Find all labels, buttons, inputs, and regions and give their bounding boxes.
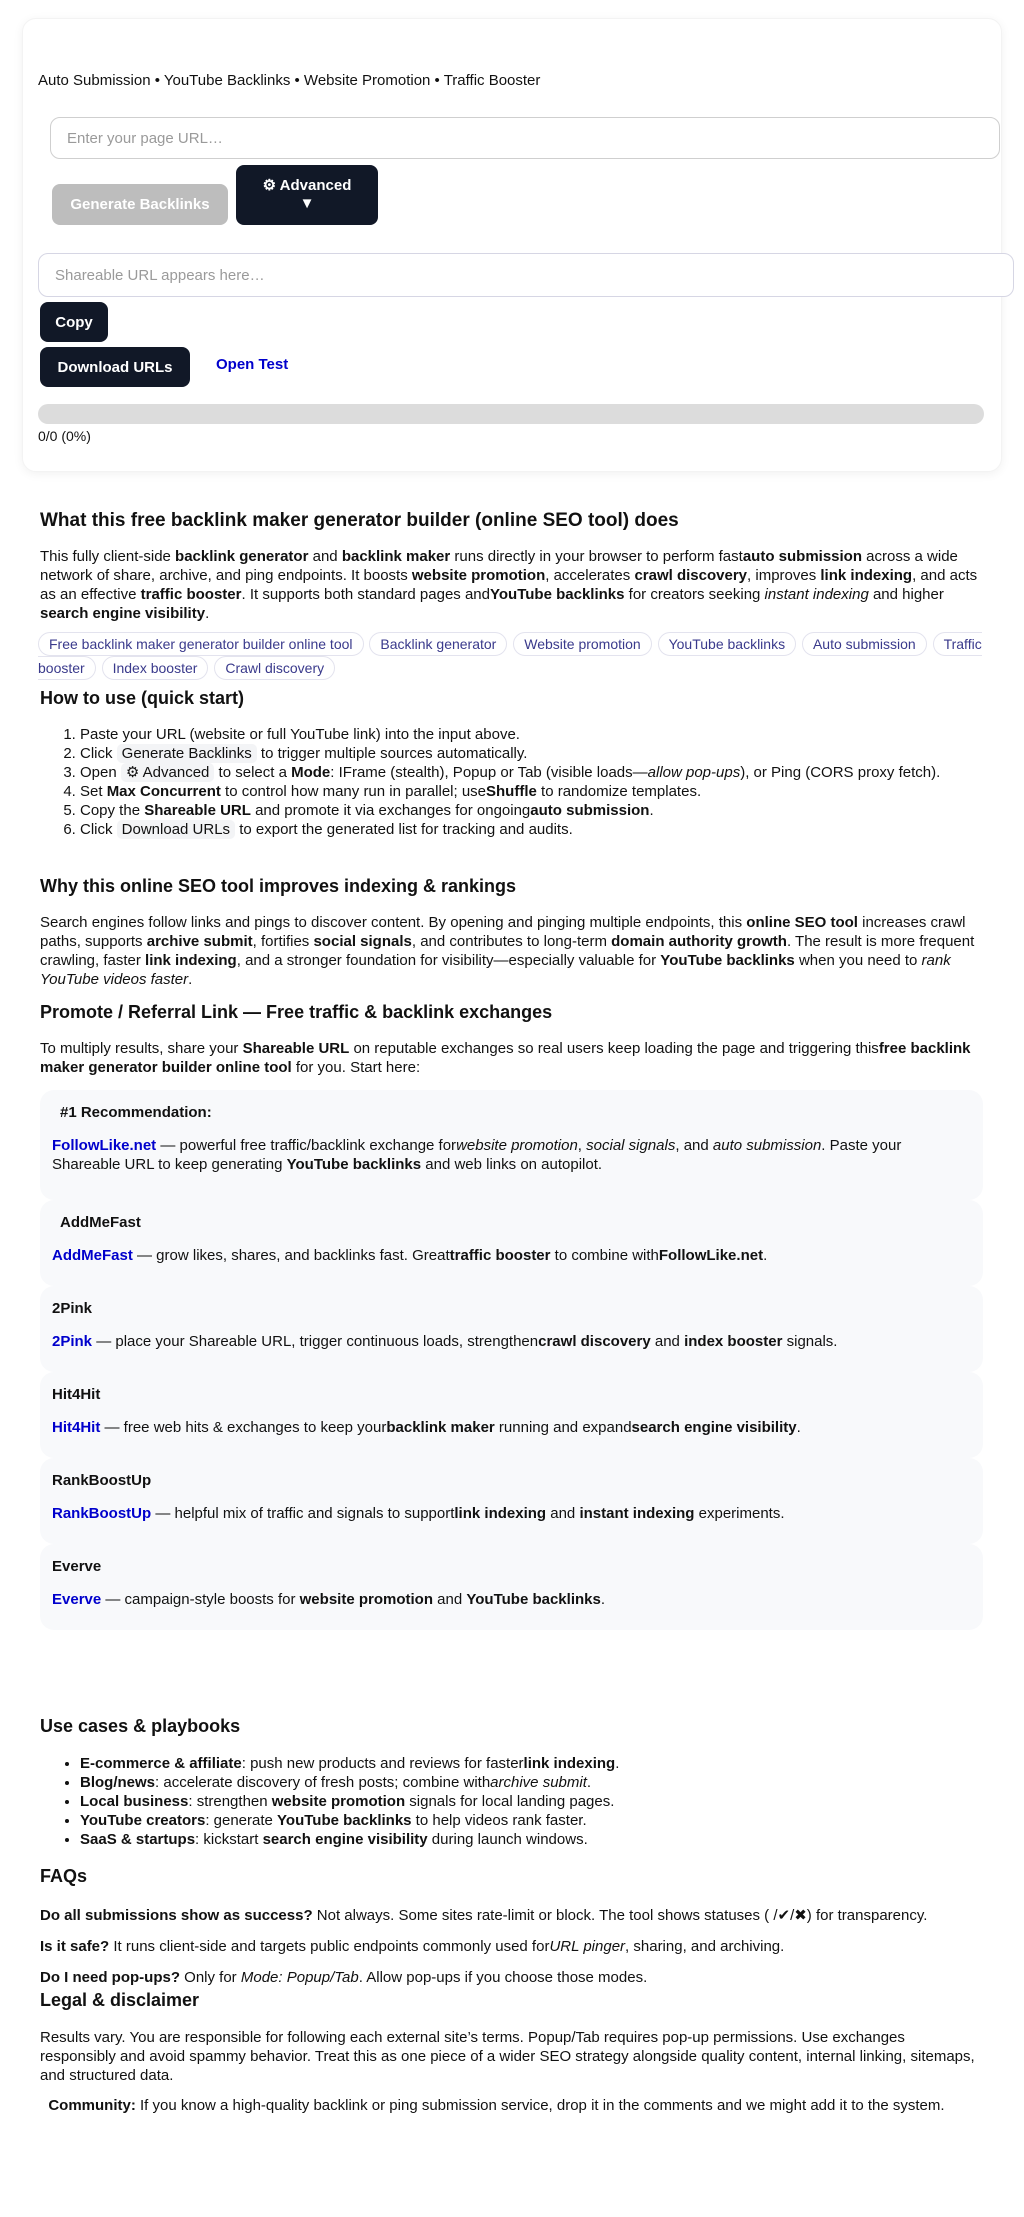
open-test-link[interactable]: Open Test bbox=[216, 356, 289, 373]
copy-button[interactable]: Copy bbox=[40, 302, 108, 342]
shareable-url-field[interactable] bbox=[38, 253, 1014, 297]
hit4hit-link[interactable]: Hit4Hit bbox=[52, 1419, 101, 1436]
how-heading: How to use (quick start) bbox=[40, 688, 245, 708]
why-heading: Why this online SEO tool improves indexing & rankings bbox=[40, 876, 517, 896]
use-case-item: • Blog/news: accelerate discovery of fresh posts; combine witharchive submit. bbox=[80, 1773, 619, 1792]
use-cases-heading: Use cases & playbooks bbox=[40, 1716, 241, 1736]
recommendation-text: FollowLike.net — powerful free traffic/backlink exchange forwebsite promotion, social signals, and auto submission. Paste your Shareable URL to keep generating YouTube backlinks and web links on autopilot. bbox=[52, 1137, 902, 1173]
tag-chip: Auto submission bbox=[802, 632, 927, 656]
recommendation-title: AddMeFast bbox=[60, 1214, 141, 1231]
advanced-button[interactable] bbox=[236, 165, 378, 225]
promo-heading: Promote / Referral Link — Free traffic & backlink exchanges bbox=[40, 1002, 553, 1022]
use-case-item: • YouTube creators: generate YouTube backlinks to help videos rank faster. bbox=[80, 1811, 619, 1830]
advanced-label: ⚙ Advanced bbox=[262, 177, 352, 194]
faq-heading: FAQs bbox=[40, 1866, 88, 1886]
why-paragraph: Search engines follow links and pings to discover content. By opening and pinging multiple endpoints, this online SEO tool increases crawl paths, supports archive submit, fortifies social signals, and contributes to long-term domain authority growth. The result is more frequent crawling, faster link indexing, and a stronger foundation for visibility—especially valuable for YouTube backlinks when you need to rank YouTube videos faster. bbox=[40, 914, 975, 988]
step-item: 2. Click Generate Backlinks to trigger multiple sources automatically. bbox=[80, 744, 984, 763]
use-case-item: • E-commerce & affiliate: push new products and reviews for fasterlink indexing. bbox=[80, 1754, 619, 1773]
use-case-item: • Local business: strengthen website promotion signals for local landing pages. bbox=[80, 1792, 619, 1811]
recommendation-text: AddMeFast — grow likes, shares, and backlinks fast. Greattraffic booster to combine withFollowLike.net. bbox=[52, 1247, 768, 1264]
steps-list bbox=[40, 725, 984, 839]
recommendation-text: RankBoostUp — helpful mix of traffic and signals to supportlink indexing and instant indexing experiments. bbox=[52, 1505, 785, 1522]
recommendation-text: Hit4Hit — free web hits & exchanges to keep yourbacklink maker running and expandsearch engine visibility. bbox=[52, 1419, 801, 1436]
everve-link[interactable]: Everve bbox=[52, 1591, 102, 1608]
recommendation-title: #1 Recommendation: bbox=[60, 1104, 212, 1121]
faq-item: Do I need pop-ups? Only for Mode: Popup/Tab. Allow pop-ups if you choose those modes. bbox=[40, 1969, 648, 1986]
step-item: 1. Paste your URL (website or full YouTube link) into the input above. bbox=[80, 725, 984, 744]
recommendation-card bbox=[40, 1286, 983, 1372]
tag-chip: Crawl discovery bbox=[214, 656, 335, 680]
recommendation-card bbox=[40, 1090, 983, 1200]
legal-paragraph: Results vary. You are responsible for following each external site’s terms. Popup/Tab requires pop-up permissions. Use exchanges responsibly and avoid spammy behavior. Treat this as one piece of a wider SEO strategy alongside quality content, internal linking, sitemaps, and structured data. bbox=[40, 2029, 975, 2084]
tag-chip: Traffic booster bbox=[38, 632, 982, 680]
recommendation-title: Hit4Hit bbox=[52, 1386, 101, 1403]
2pink-link[interactable]: 2Pink bbox=[52, 1333, 93, 1350]
step-item: 6. Click Download URLs to export the generated list for tracking and audits. bbox=[80, 820, 984, 839]
faq-item: Is it safe? It runs client-side and targets public endpoints commonly used forURL pinger, sharing, and archiving. bbox=[40, 1938, 785, 1955]
recommendation-card bbox=[40, 1458, 983, 1544]
chevron-down-icon: ▼ bbox=[299, 195, 315, 212]
rankboostup-link[interactable]: RankBoostUp bbox=[52, 1505, 152, 1522]
url-input[interactable] bbox=[50, 117, 1000, 159]
progress-text: 0/0 (0%) bbox=[38, 428, 91, 444]
followlike-link[interactable]: FollowLike.net bbox=[52, 1137, 157, 1154]
community-note: Community: If you know a high-quality backlink or ping submission service, drop it in the comments and we might add it to the system. bbox=[48, 2097, 945, 2114]
tag-chip: Index booster bbox=[102, 656, 209, 680]
use-case-item: • SaaS & startups: kickstart search engine visibility during launch windows. bbox=[80, 1830, 619, 1849]
generate-backlinks-chip: Generate Backlinks bbox=[117, 744, 257, 763]
progress-bar bbox=[38, 404, 984, 424]
recommendation-title: RankBoostUp bbox=[52, 1472, 152, 1489]
download-urls-button[interactable]: Download URLs bbox=[40, 347, 190, 387]
generate-backlinks-button[interactable]: Generate Backlinks bbox=[52, 184, 228, 225]
tagline: Auto Submission • YouTube Backlinks • Website Promotion • Traffic Booster bbox=[38, 72, 541, 89]
tag-chip: Free backlink maker generator builder online tool bbox=[38, 632, 364, 656]
step-item: 3. Open ⚙ Advanced to select a Mode: IFrame (stealth), Popup or Tab (visible loads—allow pop-ups), or Ping (CORS proxy fetch). bbox=[80, 763, 984, 782]
recommendation-title: Everve bbox=[52, 1558, 102, 1575]
advanced-chip: ⚙ Advanced bbox=[121, 763, 215, 782]
recommendation-text: Everve — campaign-style boosts for website promotion and YouTube backlinks. bbox=[52, 1591, 606, 1608]
recommendation-text: 2Pink — place your Shareable URL, trigger continuous loads, strengthencrawl discovery and index booster signals. bbox=[52, 1333, 838, 1350]
download-urls-chip: Download URLs bbox=[117, 820, 235, 839]
recommendation-card bbox=[40, 1544, 983, 1630]
step-item: 4. Set Max Concurrent to control how many run in parallel; useShuffle to randomize templates. bbox=[80, 782, 984, 801]
legal-heading: Legal & disclaimer bbox=[40, 1990, 200, 2010]
tag-list bbox=[38, 632, 984, 680]
promo-paragraph: To multiply results, share your Shareable URL on reputable exchanges so real users keep loading the page and triggering thisfree backlink maker generator builder online tool for you. Start here: bbox=[40, 1040, 971, 1076]
step-item: 5. Copy the Shareable URL and promote it via exchanges for ongoingauto submission. bbox=[80, 801, 984, 820]
tag-chip: YouTube backlinks bbox=[658, 632, 796, 656]
tag-chip: Backlink generator bbox=[369, 632, 507, 656]
use-cases-list bbox=[40, 1754, 619, 1849]
recommendation-card bbox=[40, 1200, 983, 1286]
addmefast-link[interactable]: AddMeFast bbox=[52, 1247, 133, 1264]
what-heading: What this free backlink maker generator builder (online SEO tool) does bbox=[40, 510, 679, 531]
recommendation-card bbox=[40, 1372, 983, 1458]
faq-item: Do all submissions show as success? Not always. Some sites rate-limit or block. The tool shows statuses ( /✔/✖) for transparency. bbox=[40, 1907, 928, 1924]
tag-chip: Website promotion bbox=[513, 632, 651, 656]
recommendation-title: 2Pink bbox=[52, 1300, 93, 1317]
what-paragraph: This fully client-side backlink generator and backlink maker runs directly in your browser to perform fastauto submission across a wide network of share, archive, and ping endpoints. It boosts website promotion, accelerates crawl discovery, improves link indexing, and acts as an effective traffic booster. It supports both standard pages andYouTube backlinks for creators seeking instant indexing and higher search engine visibility. bbox=[40, 548, 978, 622]
